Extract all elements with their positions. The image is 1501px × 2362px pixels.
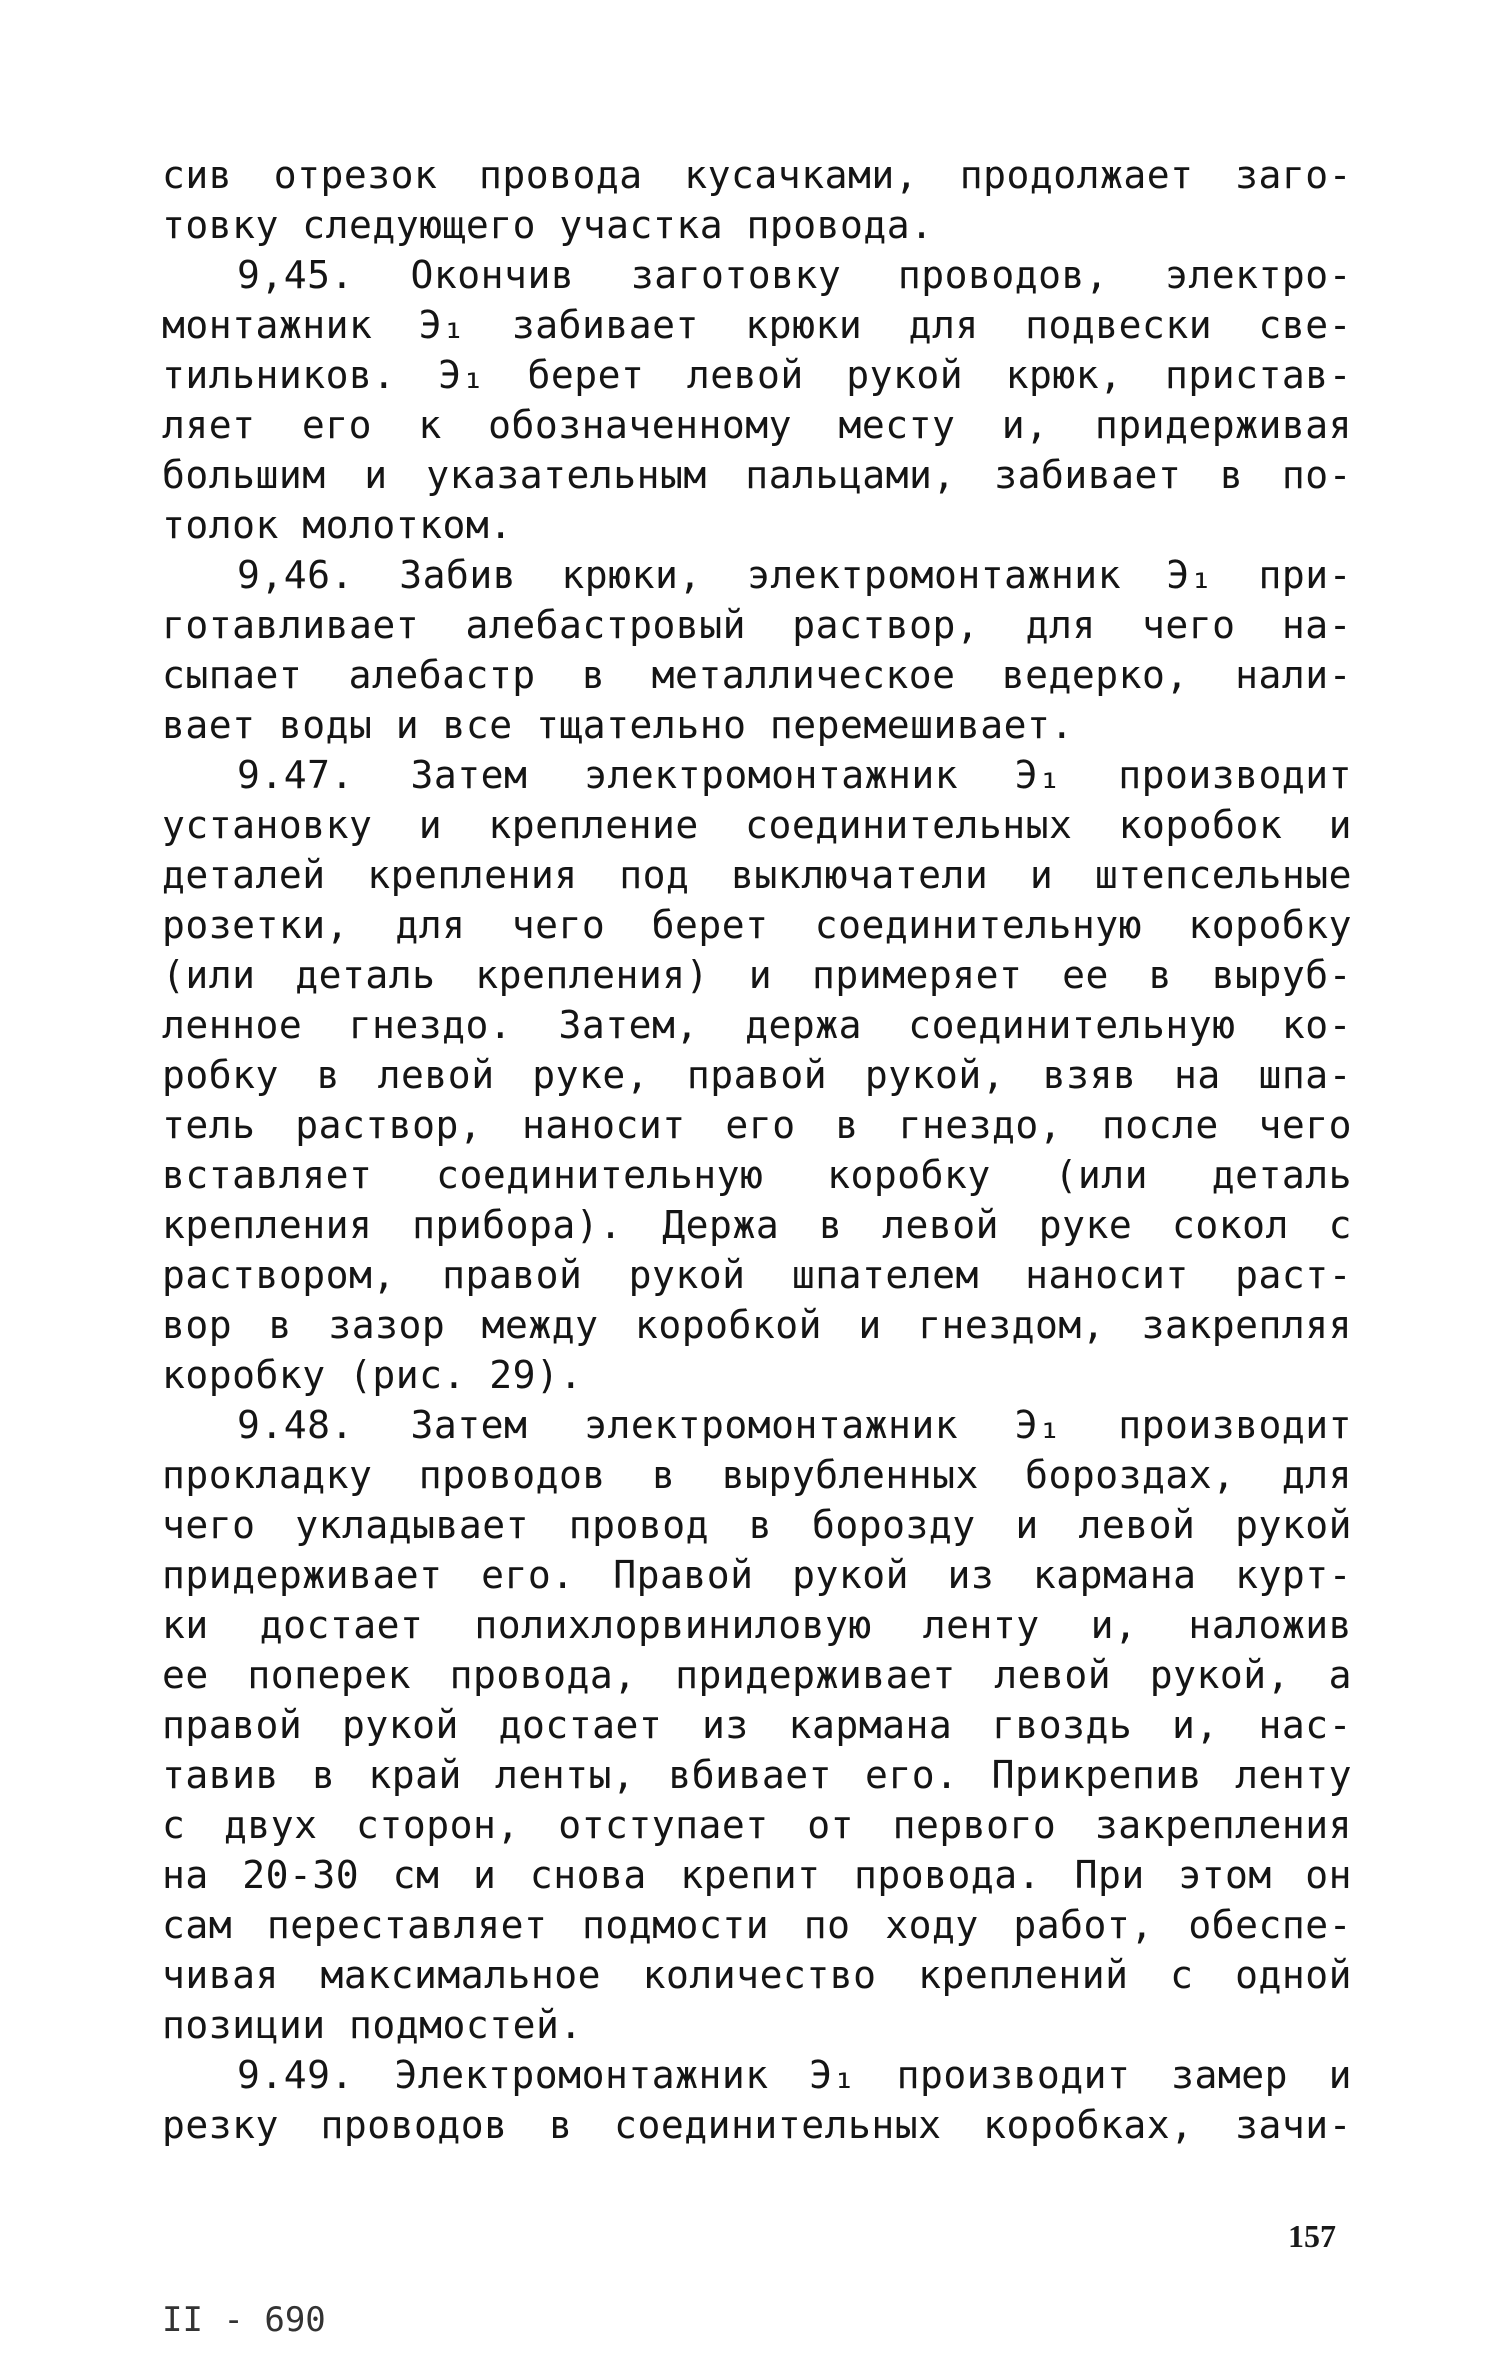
text-line: розетки, для чего берет соединительную коробку bbox=[162, 903, 1352, 947]
paragraph-first-line: 9,45. Окончив заготовку проводов, электро- bbox=[237, 253, 1352, 297]
paragraph-first-line: 9.47. Затем электромонтажник Э₁ производит bbox=[237, 753, 1352, 797]
text-line: монтажник Э₁ забивает крюки для подвески све- bbox=[162, 303, 1352, 347]
text-line: сам переставляет подмости по ходу работ, обеспе- bbox=[162, 1903, 1352, 1947]
text-line: вает воды и все тщательно перемешивает. bbox=[162, 703, 1074, 747]
text-line: вор в зазор между коробкой и гнездом, закрепляя bbox=[162, 1303, 1352, 1347]
text-line: резку проводов в соединительных коробках, зачи- bbox=[162, 2103, 1352, 2147]
text-line: коробку (рис. 29). bbox=[162, 1353, 583, 1397]
text-line: тавив в край ленты, вбивает его. Прикрепив ленту bbox=[162, 1753, 1352, 1797]
text-line: ее поперек провода, придерживает левой рукой, а bbox=[162, 1653, 1352, 1697]
text-line: сыпает алебастр в металлическое ведерко, нали- bbox=[162, 653, 1352, 697]
paragraph-first-line: 9.49. Электромонтажник Э₁ производит замер и bbox=[237, 2053, 1352, 2097]
body-text bbox=[162, 150, 1352, 2150]
text-line: большим и указательным пальцами, забивает в по- bbox=[162, 453, 1352, 497]
text-line: толок молотком. bbox=[162, 503, 513, 547]
text-line: правой рукой достает из кармана гвоздь и, нас- bbox=[162, 1703, 1352, 1747]
text-line: тель раствор, наносит его в гнездо, после чего bbox=[162, 1103, 1352, 1147]
text-line: ленное гнездо. Затем, держа соединительную ко- bbox=[162, 1003, 1352, 1047]
text-line: установку и крепление соединительных коробок и bbox=[162, 803, 1352, 847]
text-line: крепления прибора). Держа в левой руке сокол с bbox=[162, 1203, 1352, 1247]
text-line: робку в левой руке, правой рукой, взяв на шпа- bbox=[162, 1053, 1352, 1097]
text-line: чивая максимальное количество креплений с одной bbox=[162, 1953, 1352, 1997]
text-line: с двух сторон, отступает от первого закрепления bbox=[162, 1803, 1352, 1847]
paragraph-first-line: 9.48. Затем электромонтажник Э₁ производит bbox=[237, 1403, 1352, 1447]
text-line: деталей крепления под выключатели и штепсельные bbox=[162, 853, 1352, 897]
text-line: ки достает полихлорвиниловую ленту и, наложив bbox=[162, 1603, 1352, 1647]
text-line: готавливает алебастровый раствор, для чего на- bbox=[162, 603, 1352, 647]
text-line: раствором, правой рукой шпателем наносит раст- bbox=[162, 1253, 1352, 1297]
text-line: прокладку проводов в вырубленных бороздах, для bbox=[162, 1453, 1352, 1497]
printer-signature: II - 690 bbox=[162, 2300, 326, 2340]
text-line: на 20-30 см и снова крепит провода. При этом он bbox=[162, 1853, 1352, 1897]
text-line: придерживает его. Правой рукой из кармана курт- bbox=[162, 1553, 1352, 1597]
text-line: тильников. Э₁ берет левой рукой крюк, пристав- bbox=[162, 353, 1352, 397]
text-line: сив отрезок провода кусачками, продолжает заго- bbox=[162, 153, 1352, 197]
text-line: товку следующего участка провода. bbox=[162, 203, 934, 247]
paragraph-first-line: 9,46. Забив крюки, электромонтажник Э₁ при- bbox=[237, 553, 1352, 597]
text-line: вставляет соединительную коробку (или деталь bbox=[162, 1153, 1352, 1197]
text-line: ляет его к обозначенному месту и, придерживая bbox=[162, 403, 1352, 447]
page-number: 157 bbox=[1288, 2218, 1336, 2254]
text-line: позиции подмостей. bbox=[162, 2003, 583, 2047]
text-line: (или деталь крепления) и примеряет ее в выруб- bbox=[162, 953, 1352, 997]
text-line: чего укладывает провод в борозду и левой рукой bbox=[162, 1503, 1352, 1547]
